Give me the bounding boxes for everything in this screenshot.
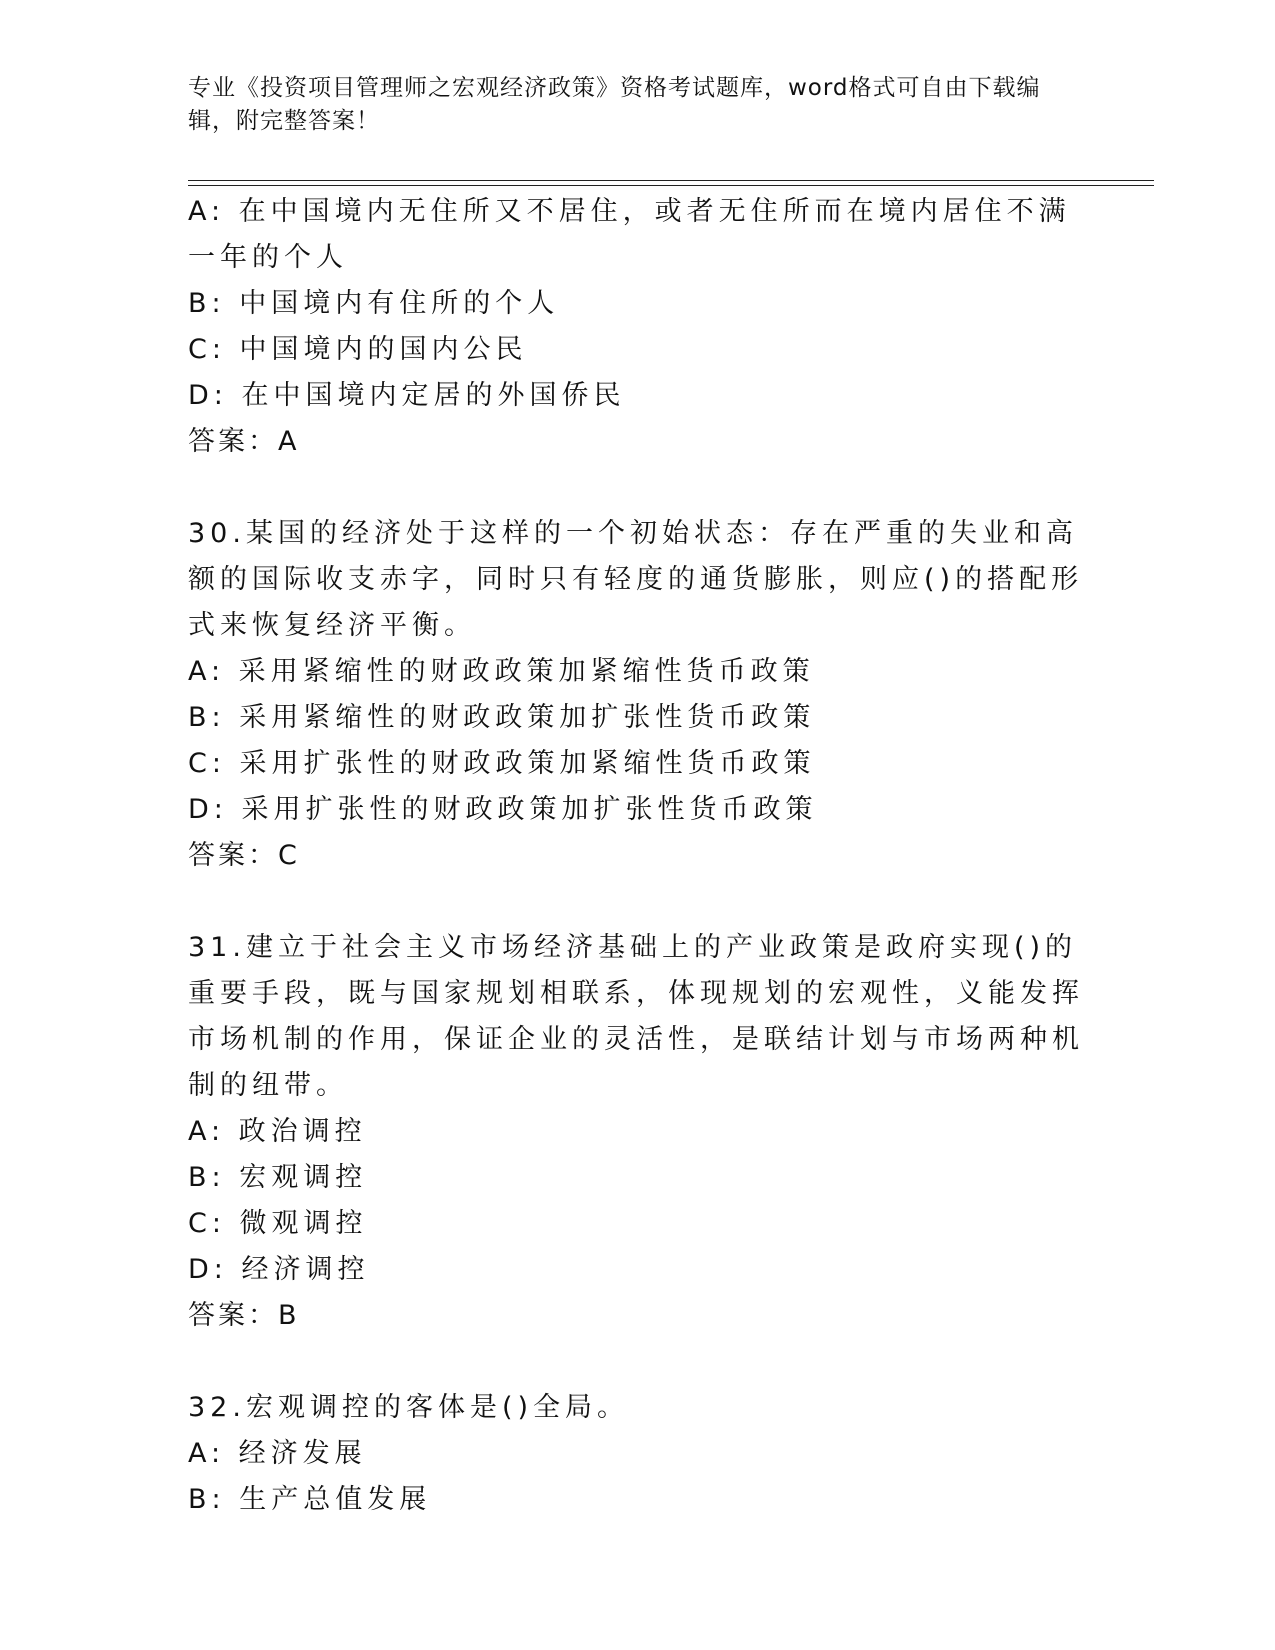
header-text: 专业《投资项目管理师之宏观经济政策》资格考试题库，word格式可自由下载编辑，附完整答案！: [188, 75, 1041, 134]
option-d: D: 经济调控: [188, 1254, 370, 1285]
answer-label: 答案：A: [188, 426, 300, 457]
option-d: D: 采用扩张性的财政政策加扩张性货币政策: [188, 794, 818, 825]
document-header: [188, 72, 1078, 138]
option-a: A: 在中国境内无住所又不居住，或者无住所而在境内居住不满一年的个人: [188, 196, 1071, 273]
header-divider-bottom: [188, 185, 1154, 186]
option-c: C: 采用扩张性的财政政策加紧缩性货币政策: [188, 748, 816, 779]
option-b: B: 中国境内有住所的个人: [188, 288, 560, 319]
question-29: [188, 189, 1088, 465]
answer-label: 答案：B: [188, 1300, 300, 1331]
question-32: [188, 1385, 1088, 1523]
question-stem: 31.建立于社会主义市场经济基础上的产业政策是政府实现()的重要手段，既与国家规划相联系，体现规划的宏观性，义能发挥市场机制的作用，保证企业的灵活性，是联结计划与市场两种机制的纽带。: [188, 932, 1084, 1101]
option-b: B: 生产总值发展: [188, 1484, 432, 1515]
answer-label: 答案：C: [188, 840, 300, 871]
option-b: B: 采用紧缩性的财政政策加扩张性货币政策: [188, 702, 816, 733]
question-30: [188, 511, 1088, 879]
option-a: A: 采用紧缩性的财政政策加紧缩性货币政策: [188, 656, 815, 687]
option-a: A: 经济发展: [188, 1438, 367, 1469]
option-c: C: 微观调控: [188, 1208, 368, 1239]
option-c: C: 中国境内的国内公民: [188, 334, 528, 365]
question-stem: 32.宏观调控的客体是()全局。: [188, 1392, 630, 1423]
question-list: [188, 189, 1088, 1523]
option-a: A: 政治调控: [188, 1116, 367, 1147]
option-d: D: 在中国境内定居的外国侨民: [188, 380, 626, 411]
option-b: B: 宏观调控: [188, 1162, 368, 1193]
question-31: [188, 925, 1088, 1339]
header-divider-top: [188, 180, 1154, 181]
question-stem: 30.某国的经济处于这样的一个初始状态：存在严重的失业和高额的国际收支赤字，同时只有轻度的通货膨胀，则应()的搭配形式来恢复经济平衡。: [188, 518, 1084, 641]
